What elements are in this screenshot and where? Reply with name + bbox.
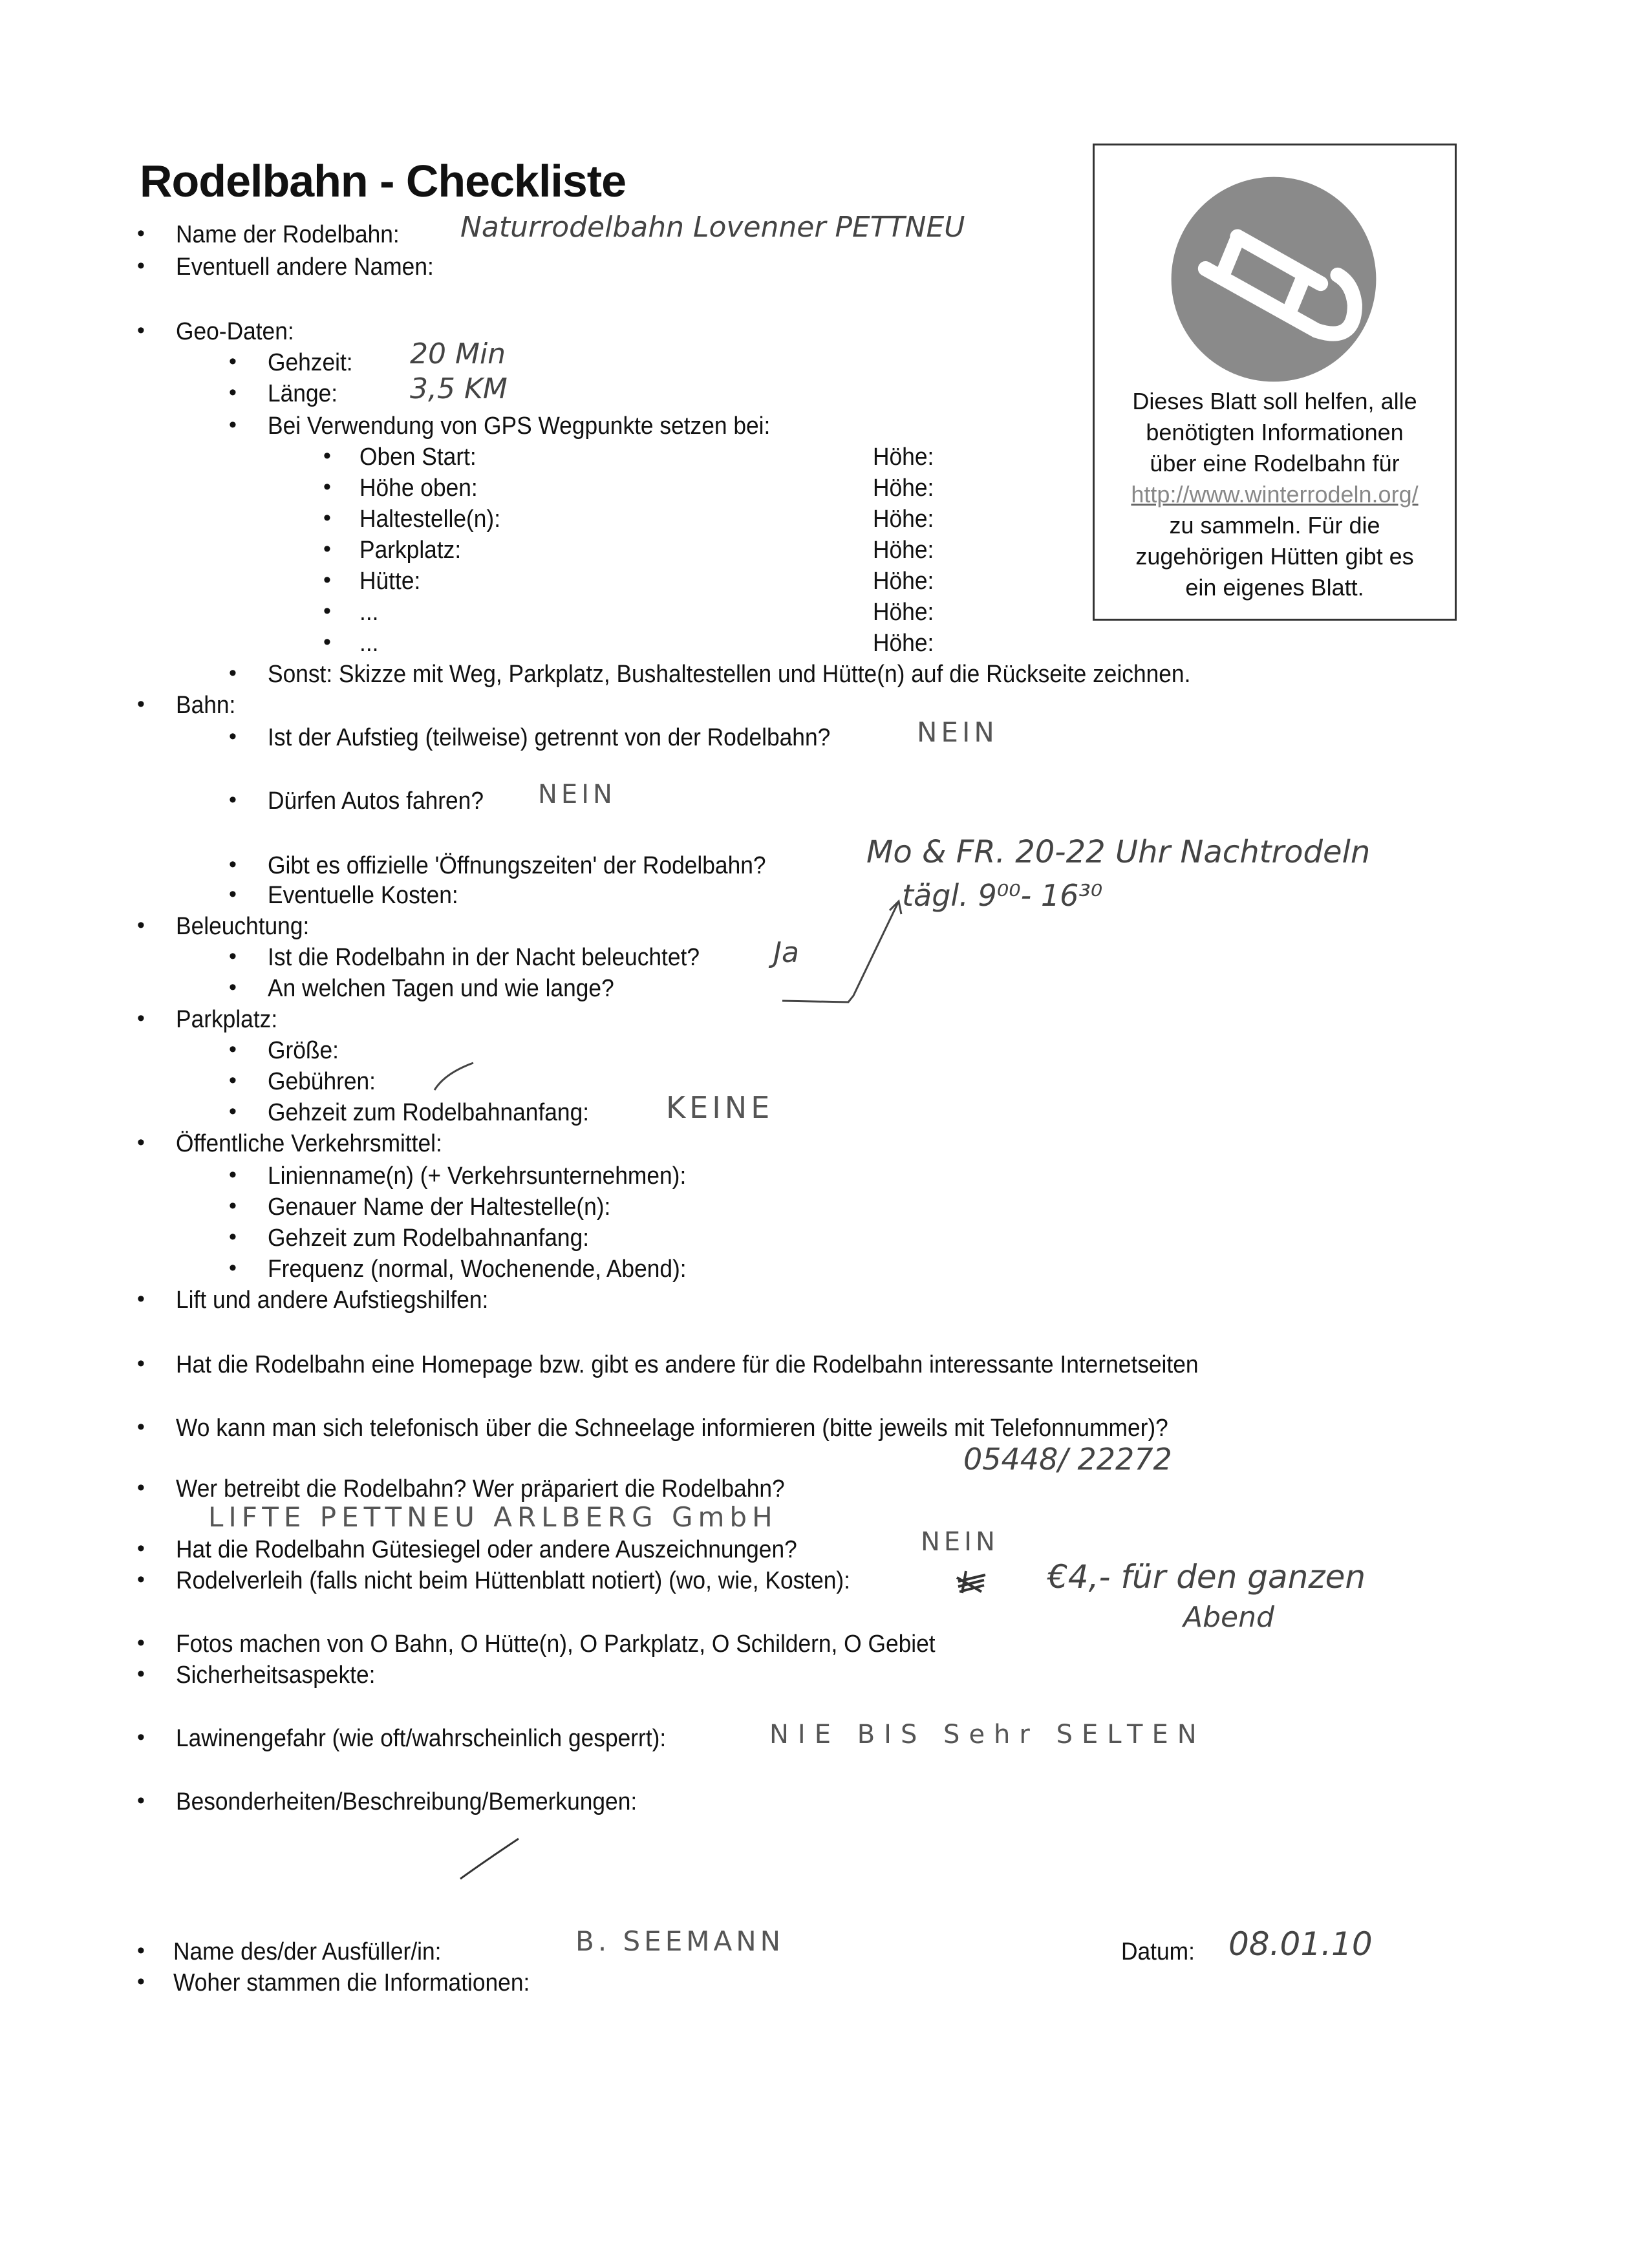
laenge-value[interactable]: 3,5 KM — [410, 372, 508, 405]
bullet: • — [323, 599, 331, 623]
bullet: • — [137, 1287, 145, 1311]
bullet: • — [137, 1475, 145, 1500]
scribble-mark — [956, 1568, 988, 1594]
ausfueller-value[interactable]: B. SEEMANN — [575, 1925, 785, 1957]
dash-mark — [432, 1060, 477, 1093]
page-title: Rodelbahn - Checkliste — [140, 156, 627, 206]
fotos-label: Fotos machen von O Bahn, O Hütte(n), O Parkplatz, O Schildern, O Gebiet — [176, 1631, 936, 1658]
oeffentlich-item: Gehzeit zum Rodelbahnanfang: — [268, 1225, 590, 1252]
homepage-label: Hat die Rodelbahn eine Homepage bzw. gibt es andere für die Rodelbahn interessante Internetseiten — [176, 1351, 1199, 1378]
bullet: • — [229, 944, 237, 968]
datum-label: Datum: — [1121, 1938, 1195, 1965]
betreiber-value[interactable]: LIFTE PETTNEU ARLBERG GmbH — [208, 1501, 778, 1533]
bullet: • — [137, 318, 145, 343]
waypoint-hoehe: Höhe: — [873, 475, 934, 502]
sicherheit-label: Sicherheitsaspekte: — [176, 1662, 376, 1689]
sonst-label: Sonst: Skizze mit Weg, Parkplatz, Bushaltestellen und Hütte(n) auf die Rückseite zeichnen. — [268, 661, 1191, 688]
oeffentlich-label: Öffentliche Verkehrsmittel: — [176, 1130, 442, 1157]
aufstieg-value[interactable]: NEIN — [917, 716, 998, 748]
parkplatz-label: Parkplatz: — [176, 1006, 278, 1033]
gps-label: Bei Verwendung von GPS Wegpunkte setzen bei: — [268, 412, 771, 440]
guetesiegel-value[interactable]: NEIN — [921, 1527, 999, 1557]
bullet: • — [323, 537, 331, 561]
bullet: • — [229, 412, 237, 437]
oeffnung-value[interactable]: Mo & FR. 20-22 Uhr Nachtrodeln — [866, 834, 1371, 870]
bullet: • — [137, 1006, 145, 1031]
bullet: • — [229, 349, 237, 374]
info-line: benötigten Informationen — [1146, 419, 1404, 445]
waypoint-label: Oben Start: — [359, 444, 477, 471]
autos-label: Dürfen Autos fahren? — [268, 787, 484, 815]
bullet: • — [137, 1969, 145, 1994]
bullet: • — [137, 1536, 145, 1561]
bullet: • — [137, 1415, 145, 1439]
other-names-label: Eventuell andere Namen: — [176, 253, 434, 281]
bullet: • — [137, 1631, 145, 1655]
verleih-value-2[interactable]: Abend — [1183, 1601, 1274, 1634]
telefon-value[interactable]: 05448/ 22272 — [963, 1442, 1172, 1477]
autos-value[interactable]: NEIN — [538, 780, 616, 809]
telefon-label: Wo kann man sich telefonisch über die Schneelage informieren (bitte jeweils mit Telefonnummer)? — [176, 1415, 1168, 1442]
waypoint-hoehe: Höhe: — [873, 599, 934, 626]
waypoint-hoehe: Höhe: — [873, 568, 934, 595]
waypoint-label: Höhe oben: — [359, 475, 478, 502]
woher-label: Woher stammen die Informationen: — [173, 1969, 530, 1996]
bullet: • — [229, 882, 237, 906]
waypoint-hoehe: Höhe: — [873, 444, 934, 471]
oeffentlich-item: Frequenz (normal, Wochenende, Abend): — [268, 1256, 687, 1283]
nacht-value[interactable]: Ja — [773, 936, 799, 969]
info-line: Dieses Blatt soll helfen, alle — [1132, 388, 1417, 414]
groesse-label: Größe: — [268, 1037, 339, 1064]
waypoint-hoehe: Höhe: — [873, 506, 934, 533]
bullet: • — [229, 661, 237, 685]
sled-icon — [1167, 173, 1380, 386]
bullet: • — [229, 1225, 237, 1249]
guetesiegel-label: Hat die Rodelbahn Gütesiegel oder andere Auszeichnungen? — [176, 1536, 797, 1563]
verleih-label: Rodelverleih (falls nicht beim Hüttenblatt notiert) (wo, wie, Kosten): — [176, 1567, 850, 1594]
bullet: • — [323, 568, 331, 592]
bullet: • — [137, 1938, 145, 1963]
info-line: zu sammeln. Für die — [1169, 512, 1380, 539]
bullet: • — [137, 913, 145, 937]
besonderheiten-label: Besonderheiten/Beschreibung/Bemerkungen: — [176, 1788, 638, 1815]
bullet: • — [229, 1037, 237, 1062]
bullet: • — [137, 1567, 145, 1592]
waypoint-hoehe: Höhe: — [873, 630, 934, 657]
name-value[interactable]: Naturrodelbahn Lovenner PETTNEU — [460, 211, 965, 244]
bullet: • — [229, 1256, 237, 1280]
verleih-value[interactable]: €4,- für den ganzen — [1047, 1558, 1366, 1596]
gehzeit-value[interactable]: 20 Min — [410, 337, 506, 370]
bullet: • — [229, 975, 237, 1000]
arrow-mark — [776, 892, 918, 1009]
lift-label: Lift und andere Aufstiegshilfen: — [176, 1287, 489, 1314]
bullet: • — [137, 692, 145, 716]
geo-label: Geo-Daten: — [176, 318, 294, 345]
oeffentlich-item: Linienname(n) (+ Verkehrsunternehmen): — [268, 1162, 687, 1190]
bullet: • — [229, 1099, 237, 1124]
oeffnung-label: Gibt es offizielle 'Öffnungszeiten' der Rodelbahn? — [268, 852, 766, 879]
parkplatz-gehzeit-value[interactable]: KEINE — [666, 1090, 774, 1125]
waypoint-label: Parkplatz: — [359, 537, 462, 564]
gebuehren-label: Gebühren: — [268, 1068, 376, 1095]
bullet: • — [137, 1725, 145, 1749]
waypoint-label: Hütte: — [359, 568, 421, 595]
bullet: • — [137, 1788, 145, 1813]
beleuchtung-label: Beleuchtung: — [176, 913, 310, 940]
tage-label: An welchen Tagen und wie lange? — [268, 975, 614, 1002]
betreiber-label: Wer betreibt die Rodelbahn? Wer präpariert die Rodelbahn? — [176, 1475, 785, 1503]
oeffentlich-item: Genauer Name der Haltestelle(n): — [268, 1193, 611, 1221]
bullet: • — [229, 380, 237, 405]
bullet: • — [137, 1130, 145, 1155]
oeffnung-value-2[interactable]: tägl. 9⁰⁰- 16³⁰ — [902, 878, 1103, 913]
bullet: • — [229, 852, 237, 877]
lawinen-label: Lawinengefahr (wie oft/wahrscheinlich gesperrt): — [176, 1725, 667, 1752]
ausfueller-label: Name des/der Ausfüller/in: — [173, 1938, 442, 1965]
bullet: • — [323, 444, 331, 468]
bullet: • — [229, 724, 237, 749]
bullet: • — [229, 787, 237, 812]
lawinen-value[interactable]: NIE BIS Sehr SELTEN — [769, 1720, 1206, 1749]
datum-value[interactable]: 08.01.10 — [1228, 1925, 1373, 1963]
dash-mark — [458, 1836, 522, 1881]
info-line: ein eigenes Blatt. — [1185, 574, 1364, 601]
bullet: • — [137, 221, 145, 246]
waypoint-label: ... — [359, 599, 379, 626]
winterrodeln-link[interactable]: http://www.winterrodeln.org/ — [1131, 481, 1419, 508]
aufstieg-label: Ist der Aufstieg (teilweise) getrennt von der Rodelbahn? — [268, 724, 831, 751]
bullet: • — [137, 1351, 145, 1376]
bullet: • — [323, 475, 331, 499]
waypoint-label: Haltestelle(n): — [359, 506, 501, 533]
info-line: über eine Rodelbahn für — [1150, 450, 1400, 476]
bullet: • — [229, 1162, 237, 1187]
parkplatz-gehzeit-label: Gehzeit zum Rodelbahnanfang: — [268, 1099, 590, 1126]
bullet: • — [323, 630, 331, 654]
bahn-label: Bahn: — [176, 692, 236, 719]
info-line: zugehörigen Hütten gibt es — [1135, 543, 1414, 570]
waypoint-label: ... — [359, 630, 379, 657]
info-box — [1093, 144, 1457, 621]
laenge-label: Länge: — [268, 380, 338, 407]
waypoint-hoehe: Höhe: — [873, 537, 934, 564]
kosten-label: Eventuelle Kosten: — [268, 882, 458, 909]
nacht-label: Ist die Rodelbahn in der Nacht beleuchtet? — [268, 944, 700, 971]
bullet: • — [137, 253, 145, 278]
name-label: Name der Rodelbahn: — [176, 221, 400, 248]
gehzeit-label: Gehzeit: — [268, 349, 353, 376]
bullet: • — [137, 1662, 145, 1686]
bullet: • — [323, 506, 331, 530]
bullet: • — [229, 1068, 237, 1093]
bullet: • — [229, 1193, 237, 1218]
